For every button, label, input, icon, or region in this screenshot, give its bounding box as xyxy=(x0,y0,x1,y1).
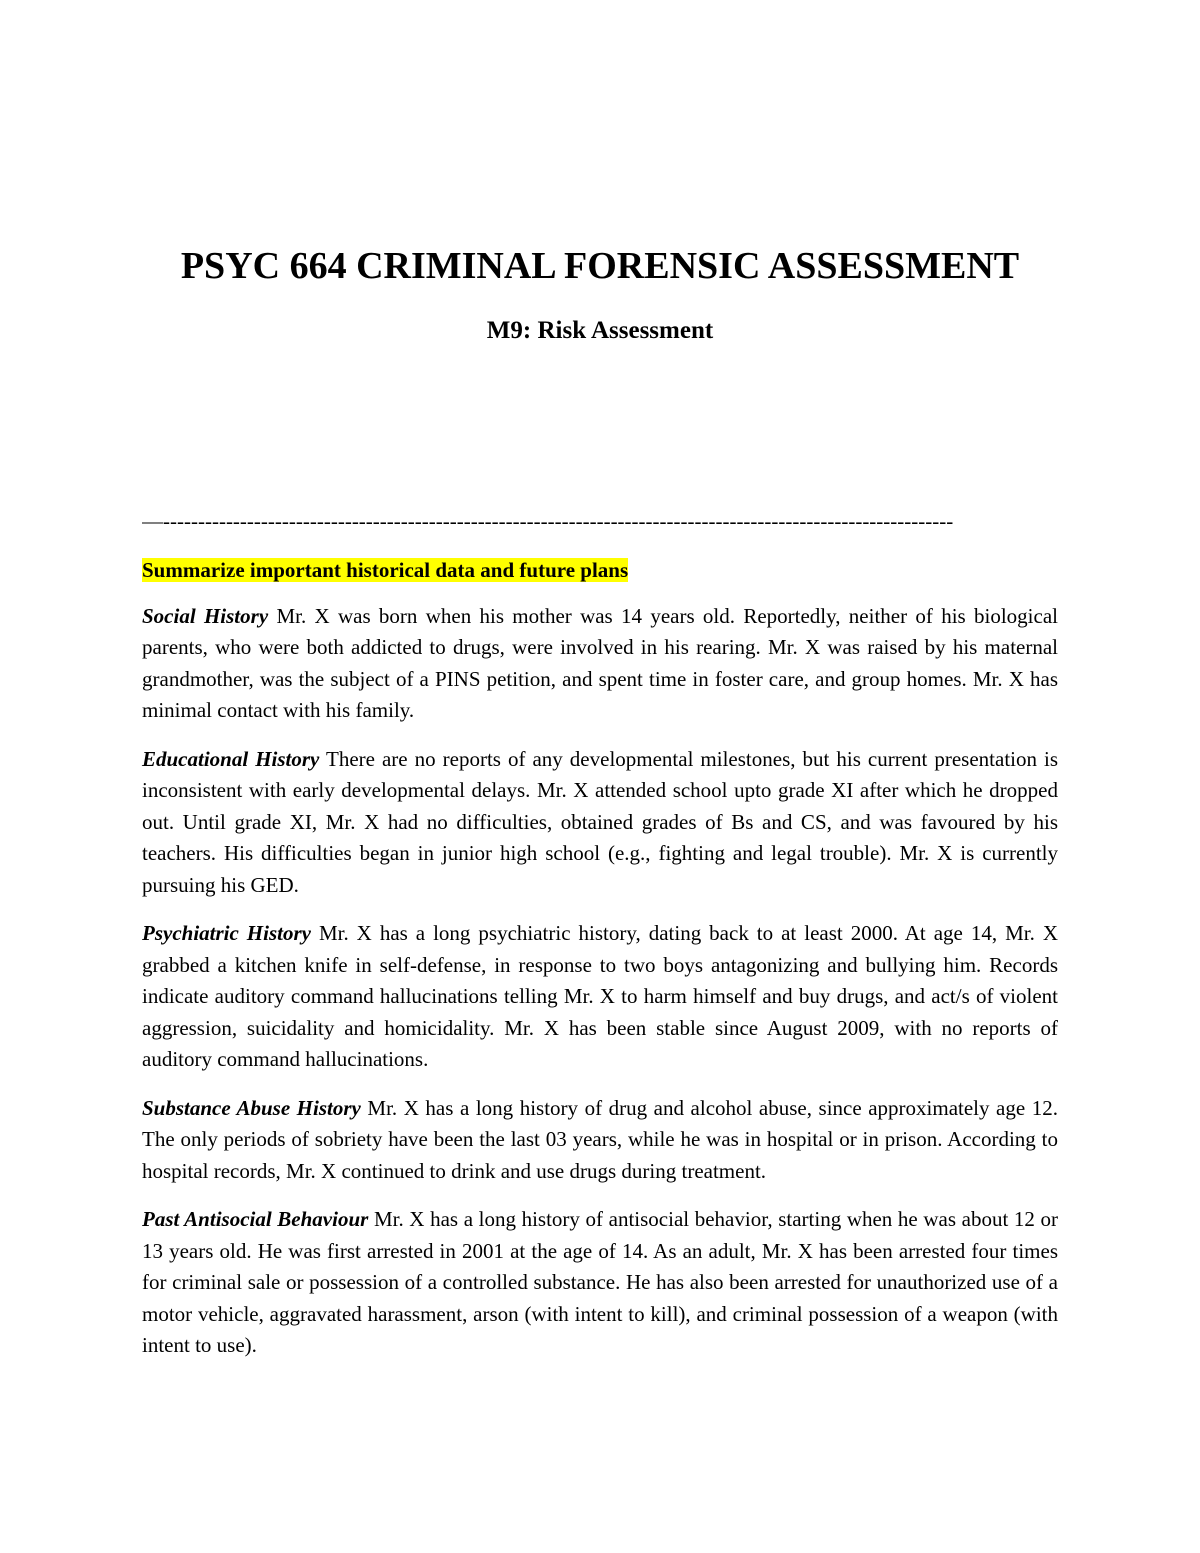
paragraph-text: Mr. X has a long history of drug and alcohol abuse, since approximately age 12. The only periods of sobriety have been the last 03 years, while he was in hospital or in prison. According to hospital records, Mr. X continued to drink and use drugs during treatment. xyxy=(142,1095,1058,1183)
paragraph-social-history xyxy=(142,601,1058,727)
paragraph-text: Mr. X was born when his mother was 14 years old. Reportedly, neither of his biological parents, who were both addicted to drugs, were involved in his rearing. Mr. X was raised by his maternal grandmother, was the subject of a PINS petition, and spent time in foster care, and group homes. Mr. X has minimal contact with his family. xyxy=(142,603,1058,722)
paragraph-label: Educational History xyxy=(142,746,320,771)
paragraph-label: Past Antisocial Behaviour xyxy=(142,1207,369,1231)
section-heading xyxy=(142,555,1058,587)
page-subtitle: M9: Risk Assessment xyxy=(486,317,714,344)
highlighted-heading-text: Summarize important historical data and future plans xyxy=(142,558,629,582)
paragraph-text: Mr. X has a long psychiatric history, dating back to at least 2000. At age 14, Mr. X grabbed a kitchen knife in self-defense, in response to two boys antagonizing and bullying him. Records indicate auditory command hallucinations telling Mr. X to harm himself and buy drugs, and act/s of violent aggression, suicidality and homicidality. Mr. X has been stable since August 2009, with no reports of auditory command hallucinations. xyxy=(142,921,1058,1071)
paragraph-label: Psychiatric History xyxy=(142,921,311,945)
page-title: PSYC 664 CRIMINAL FORENSIC ASSESSMENT xyxy=(180,245,1020,287)
paragraph-text: Mr. X has a long history of antisocial behavior, starting when he was about 12 or 13 years old. He was first arrested in 2001 at the age of 14. As an adult, Mr. X has been arrested four times for criminal sale or possession of a controlled substance. He has also been arrested for unauthorized use of a motor vehicle, aggravated harassment, arson (with intent to kill), and criminal possession of a weapon (with intent to use). xyxy=(142,1207,1059,1357)
dashed-divider: —----------------------------------------------------------------------------------------------------------------- xyxy=(142,509,954,533)
paragraph-psychiatric-history xyxy=(142,918,1058,1076)
paragraph-educational-history xyxy=(142,744,1058,902)
paragraph-label: Substance Abuse History xyxy=(142,1095,361,1120)
paragraph-substance-abuse-history xyxy=(142,1093,1058,1188)
document-body xyxy=(142,555,1058,1379)
paragraph-label: Social History xyxy=(142,603,269,628)
paragraph-text: There are no reports of any developmental milestones, but his current presentation is inconsistent with early developmental delays. Mr. X attended school upto grade XI after which he dropped out. Until grade XI, Mr. X had no difficulties, obtained grades of Bs and CS, and was favoured by his teachers. His difficulties began in junior high school (e.g., fighting and legal trouble). Mr. X is currently pursuing his GED. xyxy=(142,746,1059,897)
paragraph-past-antisocial-behaviour xyxy=(142,1204,1058,1362)
